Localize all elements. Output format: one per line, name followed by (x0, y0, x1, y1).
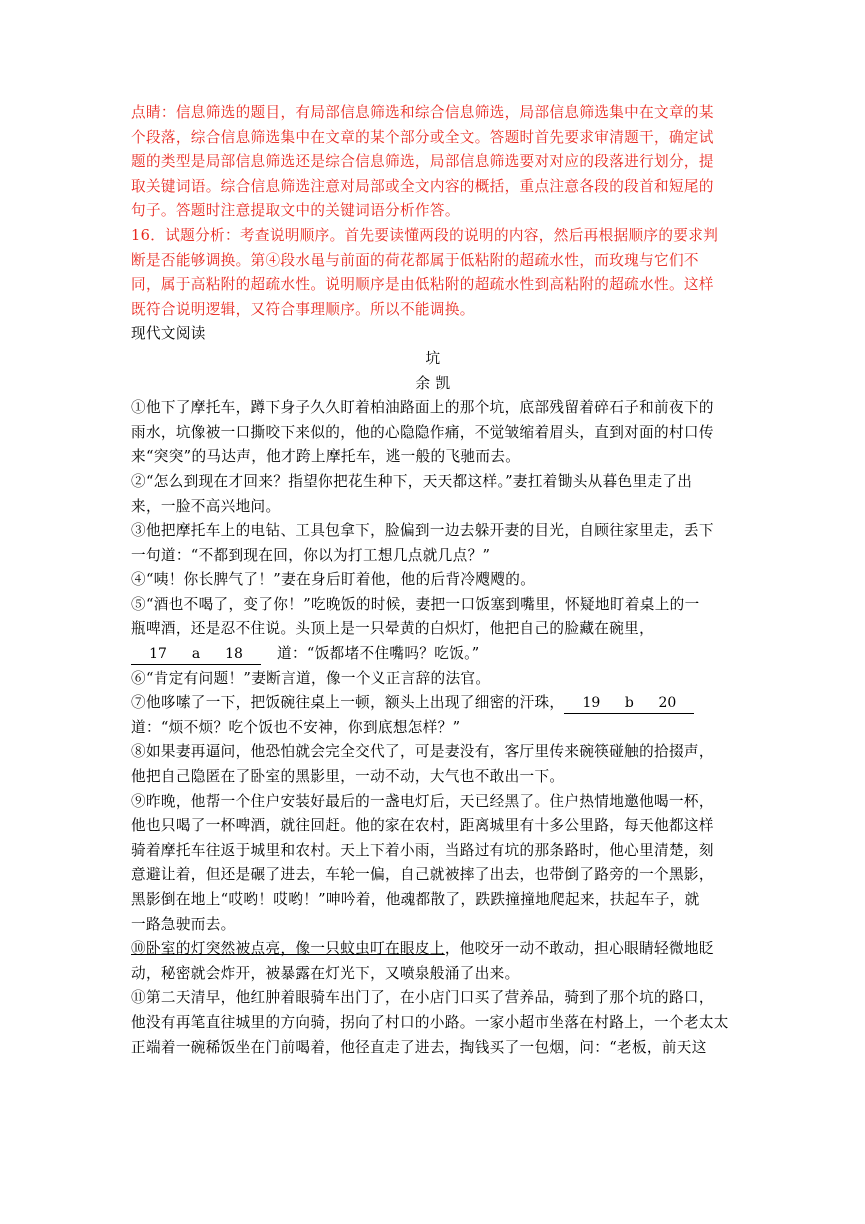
article-title: 坑 (425, 349, 441, 367)
paragraph-line (131, 937, 735, 962)
blank-letter: b (624, 695, 634, 712)
paragraph-6 (131, 667, 735, 692)
paragraph-line: 正端着一碗稀饭坐在门前喝着，他径直走了进去，掏钱买了一包烟，问：“老板，前天这 (131, 1038, 707, 1056)
paragraph-7 (131, 691, 735, 740)
document-body (131, 101, 735, 1060)
blank-number: 18 (225, 646, 243, 663)
blank-number: 17 (149, 646, 167, 663)
paragraph-line: ③他把摩托车上的电钻、工具包拿下，脸偏到一边去躲开妻的目光，自顾往家里走，丢下 (131, 522, 714, 540)
commentary-line: 断是否能够调换。第④段水黾与前面的荷花都属于低粘附的超疏水性，而玫瑰与它们不 (131, 251, 699, 269)
paragraph-line: ⑪第二天清早，他红肿着眼骑车出门了，在小店门口买了营养品，骑到了那个坑的路口， (131, 989, 714, 1007)
commentary-line: 个段落，综合信息筛选集中在文章的某个部分或全文。答题时首先要求审清题干，确定试 (131, 128, 714, 146)
commentary-line: 题的类型是局部信息筛选还是综合信息筛选，局部信息筛选要对对应的段落进行划分，提 (131, 153, 714, 171)
paragraph-4 (131, 568, 735, 593)
paragraph-line: 一句道：“不都到现在回，你以为打工想几点就几点？” (131, 546, 491, 564)
paragraph-line: 一路急驶而去。 (131, 915, 236, 933)
paragraph-line: 雨水，坑像被一口撕咬下来似的，他的心隐隐作痛，不觉皱缩着眉头，直到对面的村口传 (131, 423, 714, 441)
paragraph-line: 瓶啤酒，还是忍不住说。头顶上是一只晕黄的白炽灯，他把自己的脸藏在碗里， (131, 620, 655, 638)
paragraph-line: ①他下了摩托车，蹲下身子久久盯着柏油路面上的那个坑，底部残留着碎石子和前夜下的 (131, 399, 714, 417)
blank-leading-text: ⑦他哆嗦了一下，把饭碗往桌上一顿，额头上出现了细密的汗珠， (131, 694, 565, 712)
paragraph-line: 黑影倒在地上“哎哟！哎哟！”呻吟着，他魂都散了，跌跌撞撞地爬起来，扶起车子，就 (131, 891, 700, 908)
paragraph-line-with-blank (131, 642, 735, 667)
blank-number: 20 (658, 695, 677, 712)
article-author: 余 凯 (415, 374, 451, 392)
fill-in-blank-b[interactable] (564, 693, 694, 714)
paragraph-3 (131, 519, 735, 568)
paragraph-8 (131, 740, 735, 789)
sentence-rest: ，他咬牙一动不敢动，担心眼睛轻微地眨 (444, 940, 714, 958)
underlined-sentence: ⑩卧室的灯突然被点亮，像一只蚊虫叮在眼皮上 (131, 940, 445, 958)
commentary-line: 句子。答题时注意提取文中的关键词语分析作答。 (131, 202, 460, 220)
blank-number: 19 (582, 695, 601, 712)
paragraph-line: 动，秘密就会炸开，被暴露在灯光下，又喷泉般涌了出来。 (131, 964, 520, 982)
commentary-line: 同，属于高粘附的超疏水性。说明顺序是由低粘附的超疏水性到高粘附的超疏水性。这样 (131, 276, 714, 294)
paragraph-line: 他把自己隐匿在了卧室的黑影里，一动不动，大气也不敢出一下。 (131, 768, 565, 786)
paragraph-line: ④“咦！你长脾气了！”妻在身后盯着他，他的后背冷飕飕的。 (131, 571, 536, 589)
paragraph-line: 道：“烦不烦？吃个饭也不安神，你到底想怎样？” (131, 718, 461, 736)
paragraph-line: 来“突突”的马达声，他才跨上摩托车，逃一般的飞驰而去。 (131, 448, 521, 466)
commentary-line: 取关键词语。综合信息筛选注意对局部或全文内容的概括，重点注意各段的段首和短尾的 (131, 177, 714, 195)
paragraph-2 (131, 470, 735, 519)
paragraph-line: ⑥“肯定有问题！”妻断言道，像一个义正言辞的法官。 (131, 669, 491, 687)
fill-in-blank-a[interactable] (131, 644, 261, 665)
commentary-line: 点睛：信息筛选的题目，有局部信息筛选和综合信息筛选，局部信息筛选集中在文章的某 (131, 104, 714, 121)
commentary-line: 16．试题分析：考查说明顺序。首先要读懂两段的说明的内容，然后再根据顺序的要求判 (131, 226, 719, 244)
blank-letter: a (191, 646, 201, 663)
paragraph-line: 他也只喝了一杯啤酒，就往回赶。他的家在农村，距离城里有十多公里路，每天他都这样 (131, 817, 714, 835)
paragraph-line: ⑤“酒也不喝了，变了你！”吃晚饭的时候，妻把一口饭塞到嘴里，怀疑地盯着桌上的一 (131, 595, 700, 613)
blank-trailing-text: 道：“饭都堵不住嘴吗？吃饭。” (277, 645, 480, 663)
paragraph-10 (131, 937, 735, 986)
commentary-block (131, 101, 735, 322)
paragraph-9 (131, 790, 735, 938)
commentary-line: 既符合说明逻辑，又符合事理顺序。所以不能调换。 (131, 300, 475, 318)
paragraph-line: ⑧如果妻再逼问，他恐怕就会完全交代了，可是妻没有，客厅里传来碗筷碰触的拾掇声， (131, 743, 714, 761)
paragraph-5 (131, 593, 735, 667)
paragraph-line: 来，一脸不高兴地问。 (131, 497, 281, 515)
paragraph-11 (131, 986, 735, 1060)
paragraph-line: 他没有再笔直往城里的方向骑，拐向了村口的小路。一家小超市坐落在村路上，一个老太太 (131, 1013, 729, 1031)
paragraph-line: ⑨昨晚，他帮一个住户安装好最后的一盏电灯后，天已经黑了。住户热情地邀他喝一杯， (131, 792, 714, 810)
paragraph-line: 骑着摩托车往返于城里和农村。天上下着小雨，当路过有坑的那条路时，他心里清楚，刻 (131, 841, 714, 859)
paragraph-line-with-blank (131, 691, 735, 716)
section-heading: 现代文阅读 (131, 325, 206, 343)
paragraph-1 (131, 396, 735, 470)
paragraph-line: ②“怎么到现在才回来？指望你把花生种下，天天都这样。”妻扛着锄头从暮色里走了出 (131, 472, 693, 490)
paragraph-line: 意避让着，但还是碾了进去，车轮一偏，自己就被摔了出去，也带倒了路旁的一个黑影， (131, 866, 714, 884)
